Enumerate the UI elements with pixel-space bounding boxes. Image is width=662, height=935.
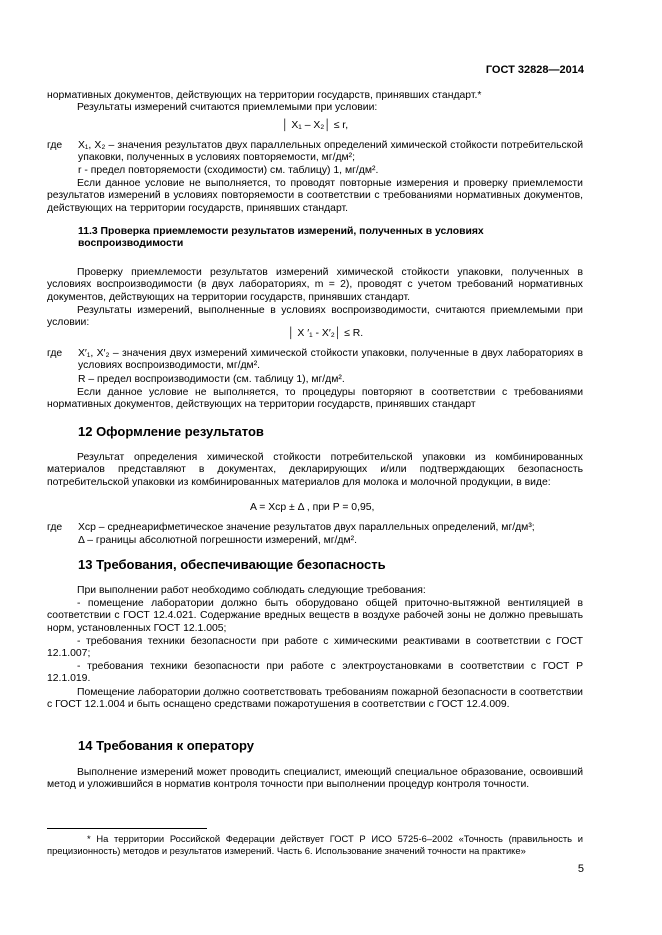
list-item-electrical-safety: - требования техники безопасности при работе с электроустановками в соответствии с ГОСТ Р 12.1.019.	[47, 661, 583, 685]
paragraph-safety-intro: При выполнении работ необходимо соблюдать следующие требования:	[77, 585, 426, 596]
footnote-separator	[47, 828, 207, 829]
paragraph-reproducibility-condition: Результаты измерений, выполненные в условиях воспроизводимости, считаются приемлемыми при условии:	[47, 305, 583, 329]
equation-reproducibility: │ X ′₁ - X′₂│ ≤ R.	[288, 328, 364, 339]
section-heading-13: 13 Требования, обеспечивающие безопасность	[78, 557, 386, 572]
list-item-ventilation: - помещение лаборатории должно быть оборудовано общей приточно-вытяжной вентиляцией в соответствии с ГОСТ 12.4.021. Содержание вредных веществ в воздухе рабочей зоны не должно превышать норм, установленных ГОСТ 12.1.005;	[47, 598, 583, 634]
definition-x-mean: Xср – среднеарифметическое значение результатов двух параллельных определений, мг/дм³;	[78, 522, 535, 533]
section-heading-14: 14 Требования к оператору	[78, 738, 255, 753]
paragraph-repeat-measurements: Если данное условие не выполняется, то проводят повторные измерения и проверку приемлемости результатов измерений в условиях повторяемости в соответствии с требованиями нормативных документов, действующих на территории государств, принявших стандарт.	[47, 178, 583, 214]
equation-result: A = Xср ± Δ , при P = 0,95,	[250, 502, 375, 513]
section-heading-12: 12 Оформление результатов	[78, 424, 264, 439]
definition-delta: Δ – границы абсолютной погрешности измерений, мг/дм².	[78, 535, 357, 546]
definition-r: r - предел повторяемости (сходимости) см. таблицу) 1, мг/дм².	[78, 165, 379, 176]
definition-x1-x2: X₁, X₂ – значения результатов двух параллельных определений химической стойкости потребительской упаковки, полученных в условиях повторяемости, мг/дм²;	[78, 140, 583, 164]
paragraph-repeat-procedures: Если данное условие не выполняется, то процедуры повторяют в соответствии с требованиями нормативных документов, действующих на территории государств, принявших стандарт	[47, 387, 583, 411]
paragraph-fire-safety: Помещение лаборатории должно соответствовать требованиям пожарной безопасности в соответствии с ГОСТ 12.1.004 и быть оснащено средствами пожаротушения в соответствии с ГОСТ 12.4.009.	[47, 687, 583, 711]
paragraph-acceptance-condition: Результаты измерений считаются приемлемыми при условии:	[77, 102, 378, 113]
paragraph-reproducibility-check: Проверку приемлемости результатов измерений химической стойкости упаковки, полученных в условиях воспроизводимости (в двух лабораториях, m = 2), проводят с учетом требований нормативных документов, действующих на территории государств, принявших стандарт.	[47, 267, 583, 303]
paragraph-continuation: нормативных документов, действующих на территории государств, принявших стандарт.*	[47, 90, 482, 101]
page-number: 5	[577, 863, 584, 875]
where-label: где	[47, 140, 63, 151]
where-label: где	[47, 522, 63, 533]
equation-repeatability: │ X₁ – X₂│ ≤ r,	[282, 120, 349, 131]
section-heading-11-3: 11.3 Проверка приемлемости результатов измерений, полученных в условиях воспроизводимости	[78, 226, 484, 250]
footnote: * На территории Российской Федерации действует ГОСТ Р ИСО 5725-6–2002 «Точность (правильность и прецизионность) методов и результатов измерений. Часть 6. Использование значений точности на практике»	[47, 833, 583, 856]
paragraph-result-presentation: Результат определения химической стойкости потребительской упаковки из комбинированных материалов представляют в документах, декларирующих и/или подтверждающих безопасность потребительской упаковки из комбинированных материалов для молока и молочной продукции, в виде:	[47, 452, 583, 488]
definition-x1p-x2p: X′₁, X′₂ – значения двух измерений химической стойкости упаковки, полученные в двух лабораториях в условиях воспроизводимости, мг/дм².	[78, 348, 583, 372]
where-label: где	[47, 348, 63, 359]
header-standard: ГОСТ 32828—2014	[485, 64, 584, 76]
paragraph-operator-requirements: Выполнение измерений может проводить специалист, имеющий специальное образование, освоивший метод и уложившийся в норматив контроля точности при выполнении процедур контроля точности.	[47, 767, 583, 791]
definition-big-r: R – предел воспроизводимости (см. таблицу 1), мг/дм².	[78, 374, 345, 385]
list-item-chemical-safety: - требования техники безопасности при работе с химическими реактивами в соответствии с ГОСТ 12.1.007;	[47, 636, 583, 660]
